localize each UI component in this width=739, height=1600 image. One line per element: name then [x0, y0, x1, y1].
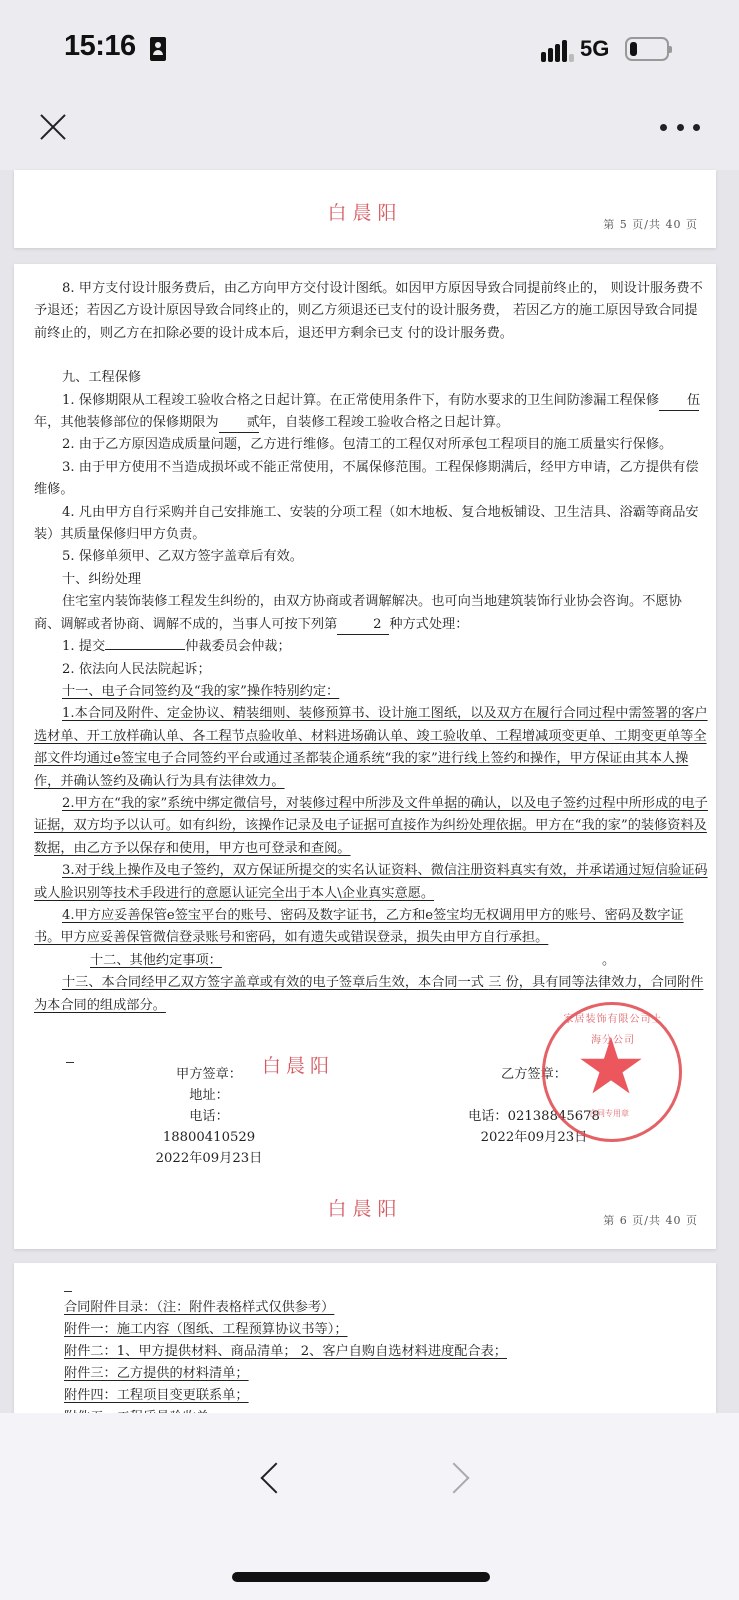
company-seal-stamp [542, 1002, 682, 1142]
signal-strength-icon [541, 38, 573, 62]
document-viewer[interactable] [0, 170, 739, 1413]
section-12 [34, 950, 708, 972]
section-11-title: 十一、电子合同签约及“我的家”操作特别约定： [62, 683, 340, 699]
text: 份，具有同等法律效力，合同附件为本合同的组成部分。 [34, 975, 704, 1013]
bottom-toolbar [0, 1413, 739, 1600]
network-type: 5G [580, 36, 610, 61]
text: 1. 提交 [62, 639, 106, 655]
text: 。 [602, 952, 616, 968]
annex-item: 附件三：乙方提供的材料清单； [64, 1366, 249, 1381]
annex-item: 合同附件目录：（注：附件表格样式仅供参考） [64, 1300, 335, 1315]
dispute-method-choice: 2 [337, 616, 389, 635]
party-a-date: 2022年09月23日 [155, 1151, 263, 1166]
document-page-5 [14, 170, 716, 248]
party-a-phone: 电话：18800410529 [162, 1109, 256, 1145]
section-11-item-2: 2.甲方在“我的家”系统中绑定微信号，对装修过程中所涉及文件单据的确认，以及电子签约过程中所形成的电子证据，双方均予以认可。如有纠纷，该操作记录及电子证据可直接作为纠纷处理依据。甲方在“我的家”的装修资料及数据，由乙方予以保存和使用，甲方也可登录和查阅。 [34, 795, 708, 856]
contact-card-icon [150, 37, 166, 61]
more-options-button[interactable] [660, 116, 700, 138]
annex-list [64, 1297, 507, 1429]
page-footer-signature: 白晨阳 [327, 202, 403, 224]
top-nav-bar [0, 100, 739, 170]
back-button[interactable] [255, 1457, 285, 1497]
more-dot-icon [677, 124, 684, 131]
section-9-item-5: 5. 保修单须甲、乙双方签字盖章后有效。 [62, 549, 303, 565]
section-10-item-1 [34, 636, 708, 658]
forward-button[interactable] [443, 1457, 473, 1497]
dash-mark [66, 1062, 74, 1063]
section-11-item-3: 3.对于线上操作及电子签约，双方保证所提交的实名认证资料、微信注册资料真实有效，并承诺通过短信验证码或人脸识别等技术手段进行的意愿认证完全出于本人\企业真实意愿。 [34, 863, 708, 901]
dash-mark [64, 1291, 72, 1292]
party-b-phone: 电话：02138845678 [468, 1109, 600, 1124]
more-dot-icon [693, 124, 700, 131]
seal-label: 合同专用章 [589, 1109, 629, 1118]
page-footer-signature: 白晨阳 [327, 1198, 403, 1220]
close-button[interactable] [36, 110, 70, 144]
clause-8: 8. 甲方支付设计服务费后，由乙方向甲方交付设计图纸。如因甲方原因导致合同提前终止的， 则设计服务费不予退还；若因乙方设计原因导致合同终止的，则乙方须退还已支付的设计服务费， 若因乙方的施工原因导致合同提前终止的，则乙方在扣除必要的设计成本后，退还甲方剩余已支 付的设计服务费。 [34, 281, 703, 341]
waterproof-warranty-years: 伍 [659, 392, 699, 411]
text: 仲裁委员会仲裁； [185, 639, 291, 655]
other-warranty-years: 贰 [219, 414, 259, 433]
signature-area [14, 1014, 716, 1184]
page-body [34, 278, 708, 1017]
party-b-date: 2022年09月23日 [480, 1130, 588, 1145]
seal-ring-text: 家居装饰有限公司上海分公司 [563, 1014, 663, 1046]
page-number-label: 第 6 页/共 40 页 [603, 1214, 698, 1227]
battery-icon [625, 37, 669, 61]
text: 种方式处理： [389, 616, 469, 632]
text: 十二、其他约定事项： [90, 952, 222, 968]
text: 年，其他装修部位的保修期限为 [34, 415, 219, 431]
home-indicator[interactable] [232, 1572, 490, 1582]
section-10-item-2: 2. 依法向人民法院起诉； [62, 661, 211, 677]
section-9-item-3: 3. 由于甲方使用不当造成损坏或不能正常使用，不属保修范围。工程保修期满后，经甲方申请，乙方提供有偿维修。 [34, 459, 699, 498]
section-9-item-4: 4. 凡由甲方自行采购并自己安排施工、安装的分项工程（如木地板、复合地板铺设、卫生洁具、浴霸等商品安装）其质量保修归甲方负责。 [34, 504, 699, 543]
party-a-address-label: 地址： [189, 1088, 229, 1103]
status-bar [0, 0, 739, 100]
annex-item: 附件二：1、甲方提供材料、商品清单； 2、客户自购自选材料进度配合表； [64, 1344, 507, 1359]
section-10-title: 十、纠纷处理 [62, 571, 142, 587]
section-11-item-4: 4.甲方应妥善保管e签宝平台的账号、密码及数字证书，乙方和e签宝均无权调用甲方的账号、密码及数字证书。甲方应妥善保管微信登录账号和密码，如有遗失或错误登录，损失由甲方自行承担。 [34, 907, 684, 946]
section-10-body [34, 591, 708, 636]
page-number-label: 第 5 页/共 40 页 [603, 218, 698, 231]
party-a-signature: 白晨阳 [262, 1055, 335, 1077]
status-time: 15:16 [64, 30, 136, 62]
party-b-label: 乙方签章： [501, 1067, 567, 1082]
section-9-title: 九、工程保修 [62, 370, 142, 386]
more-dot-icon [660, 124, 667, 131]
arbitration-committee-blank [105, 649, 185, 650]
document-page-6 [14, 264, 716, 1249]
text: 住宅室内装饰装修工程发生纠纷的，由双方协商或者调解解决。也可向当地建筑装饰行业协会咨询。不愿协商、调解或者协商、调解不成的，当事人可按下列第 [34, 594, 682, 632]
section-9-item-1 [34, 390, 708, 435]
annex-item: 附件一：施工内容（图纸、工程预算协议书等）； [64, 1322, 348, 1337]
section-11-item-1: 1.本合同及附件、定金协议、精装细则、装修预算书、设计施工图纸，以及双方在履行合同过程中需签署的客户选材单、开工放样确认单、各工程节点验收单、材料进场确认单、竣工验收单、工程增减项变更单、工期变更单等全部文件均通过e签宝电子合同签约平台或通过圣都装企通系统“我的家”进行线上签约和操作，甲方保证由其本人操作，并确认签约及确认行为具有法律效力。 [34, 706, 708, 789]
text: 1. 保修期限从工程竣工验收合格之日起计算。在正常使用条件下，有防水要求的卫生间防渗漏工程保修 [62, 392, 660, 408]
party-a-label: 甲方签章： [176, 1067, 242, 1082]
copies-count: 三 [488, 975, 502, 991]
section-9-item-2: 2. 由于乙方原因造成质量问题，乙方进行维修。包清工的工程仅对所承包工程项目的施工质量实行保修。 [62, 437, 673, 453]
text: 十三、本合同经甲乙双方签字盖章或有效的电子签章后生效，本合同一式 [62, 975, 484, 991]
party-a-block [144, 1064, 274, 1169]
text: 年，自装修工程竣工验收合格之日起计算。 [258, 415, 510, 431]
annex-item: 附件四：工程项目变更联系单； [64, 1388, 249, 1403]
